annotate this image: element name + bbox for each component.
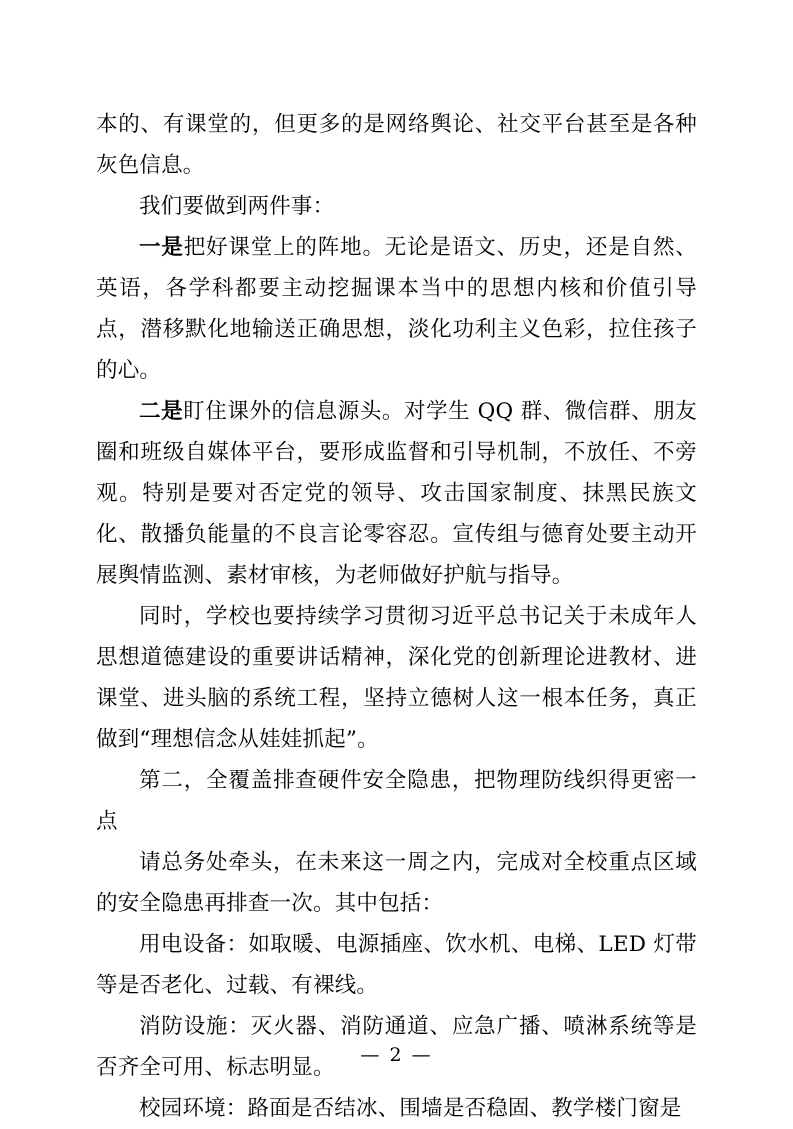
paragraph-2: 我们要做到两件事：: [139, 194, 335, 219]
paragraph-1: 本的、有课堂的，但更多的是网络舆论、社交平台甚至是各种灰色信息。: [96, 112, 697, 178]
paragraph-4: [96, 391, 697, 596]
paragraph-4-text: 盯住课外的信息源头。对学生 QQ 群、微信群、朋友圈和班级自媒体平台，要形成监督和引导机制，不放任、不旁观。特别是要对否定党的领导、攻击国家制度、抹黑民族文化、散播负能量的不良言论零容忍。宣传组与德育处要主动开展舆情监测、素材审核，为老师做好护航与指导。: [96, 399, 697, 588]
paragraph-6: 第二，全覆盖排查硬件安全隐患，把物理防线织得更密一点: [96, 768, 697, 834]
paragraph-8: 用电设备：如取暖、电源插座、饮水机、电梯、LED 灯带等是否老化、过载、有裸线。: [96, 932, 697, 998]
paragraph-7: 请总务处牵头，在未来这一周之内，完成对全校重点区域的安全隐患再排查一次。其中包括：: [96, 850, 697, 916]
paragraph-3-lead: 一是: [139, 235, 184, 260]
paragraph-9: 消防设施：灭火器、消防通道、应急广播、喷淋系统等是否齐全可用、标志明显。: [96, 1014, 697, 1080]
paragraph-3-text: 把好课堂上的阵地。无论是语文、历史，还是自然、英语，各学科都要主动挖掘课本当中的思想内核和价值引导点，潜移默化地输送正确思想，淡化功利主义色彩，拉住孩子的心。: [96, 235, 697, 383]
page-number: — 2 —: [360, 1044, 433, 1066]
paragraph-3: [96, 227, 697, 391]
document-body: [96, 104, 697, 1129]
paragraph-10: 校园环境：路面是否结冰、围墙是否稳固、教学楼门窗是: [139, 1096, 682, 1121]
paragraph-5: 同时，学校也要持续学习贯彻习近平总书记关于未成年人思想道德建设的重要讲话精神，深化党的创新理论进教材、进课堂、进头脑的系统工程，坚持立德树人这一根本任务，真正做到“理想信念从娃娃抓起”。: [96, 604, 697, 752]
paragraph-4-lead: 二是: [139, 399, 184, 424]
